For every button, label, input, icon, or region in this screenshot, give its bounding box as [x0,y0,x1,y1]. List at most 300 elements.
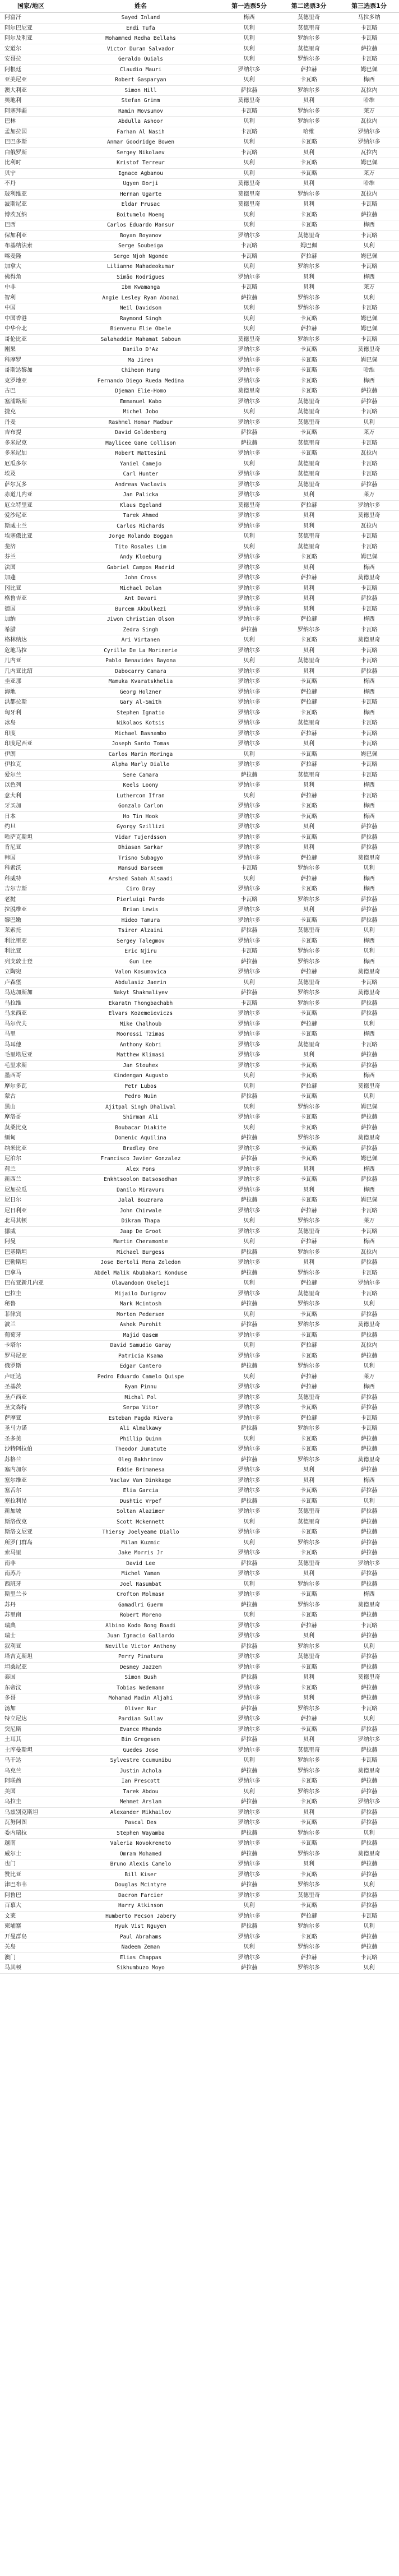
header-row [0,0,399,13]
cell-first-vote: 贝利 [220,977,279,988]
table-row [0,625,399,635]
cell-third-vote: 萨拉赫 [339,1807,399,1818]
table-row [0,1807,399,1818]
cell-third-vote: 梅西 [339,272,399,283]
cell-third-vote: 卡瓦略 [339,718,399,729]
cell-second-vote: 卡瓦略 [279,1590,339,1600]
table-row [0,1206,399,1216]
cell-third-vote: 贝利 [339,1092,399,1102]
table-row [0,1600,399,1610]
table-row [0,366,399,376]
cell-second-vote: 卡瓦略 [279,915,339,926]
table-row [0,262,399,273]
cell-third-vote: 梅西 [339,1382,399,1393]
cell-name: Moorossi Tzimas [62,1030,220,1040]
cell-country: 安哥拉 [0,54,62,65]
cell-first-vote: 罗纳尔多 [220,583,279,594]
table-row [0,947,399,957]
cell-first-vote: 罗纳尔多 [220,552,279,563]
cell-country: 多米尼克 [0,438,62,449]
cell-third-vote: 瓦拉内 [339,1341,399,1351]
cell-third-vote: 罗纳尔多 [339,1797,399,1808]
cell-country: 安道尔 [0,44,62,54]
cell-country: 印度 [0,728,62,739]
cell-name: Matthew Klimasi [62,1050,220,1061]
cell-first-vote: 罗纳尔多 [220,832,279,843]
cell-country: 中华台北 [0,324,62,335]
table-row [0,677,399,687]
cell-first-vote: 贝利 [220,1216,279,1227]
cell-country: 所罗门群岛 [0,1538,62,1548]
cell-first-vote: 罗纳尔多 [220,1143,279,1154]
cell-name: Ho Tin Hook [62,811,220,822]
cell-country: 土库曼斯坦 [0,1745,62,1756]
cell-third-vote: 卡瓦略 [339,1911,399,1922]
cell-first-vote: 萨拉赫 [220,1735,279,1746]
cell-second-vote: 莫德里奇 [279,977,339,988]
cell-second-vote: 贝利 [279,1050,339,1061]
cell-third-vote: 梅西 [339,781,399,791]
cell-second-vote: 卡瓦略 [279,1527,339,1538]
cell-third-vote: 贝利 [339,417,399,428]
cell-country: 埃塞俄比亚 [0,532,62,542]
cell-country: 利比亚 [0,947,62,957]
table-row [0,791,399,801]
cell-second-vote: 萨拉赫 [279,615,339,625]
cell-country: 匈牙利 [0,708,62,718]
cell-name: Boitumelo Moeng [62,210,220,220]
cell-name: Domenic Aquilina [62,1133,220,1144]
cell-name: Carlos Richards [62,521,220,532]
cell-third-vote: 萨拉赫 [339,386,399,397]
cell-first-vote: 贝利 [220,75,279,86]
table-row [0,1164,399,1175]
cell-first-vote: 贝利 [220,54,279,65]
cell-first-vote: 贝利 [220,532,279,542]
cell-second-vote: 莫德里奇 [279,1517,339,1527]
cell-country: 叙利亚 [0,1641,62,1652]
cell-name: Perry Pinatura [62,1652,220,1663]
cell-name: Phillip Quinn [62,1434,220,1444]
cell-first-vote: 贝利 [220,1610,279,1621]
cell-first-vote: 贝利 [220,1579,279,1590]
cell-first-vote: 萨拉赫 [220,1496,279,1507]
cell-third-vote: 萨拉赫 [339,1610,399,1621]
cell-name: Brian Lewis [62,905,220,916]
table-row [0,1797,399,1808]
cell-first-vote: 罗纳尔多 [220,728,279,739]
cell-country: 拉脱维亚 [0,905,62,916]
cell-third-vote: 萨拉赫 [339,1507,399,1517]
cell-country: 巴布亚新几内亚 [0,1278,62,1289]
cell-third-vote: 姆巴佩 [339,324,399,335]
cell-third-vote: 卡瓦略 [339,542,399,552]
cell-name: Michael Dolan [62,583,220,594]
table-row [0,760,399,770]
cell-first-vote: 萨拉赫 [220,1268,279,1278]
cell-third-vote: 萨拉赫 [339,1309,399,1320]
table-row [0,1538,399,1548]
cell-second-vote: 卡瓦略 [279,1548,339,1559]
cell-country: 乌克兰 [0,1766,62,1776]
cell-second-vote: 贝利 [279,283,339,293]
cell-country: 蒙古 [0,1092,62,1102]
table-row [0,1745,399,1756]
cell-first-vote: 罗纳尔多 [220,739,279,750]
cell-second-vote: 莫德里奇 [279,469,339,480]
cell-third-vote: 卡瓦略 [339,698,399,708]
cell-name: David Samudio Garay [62,1341,220,1351]
cell-country: 赤道几内亚 [0,490,62,501]
table-row [0,1195,399,1206]
cell-country: 苏格兰 [0,1455,62,1465]
cell-name: Bienvenu Elie Obele [62,324,220,335]
cell-name: Alpha Marly Diallo [62,760,220,770]
cell-second-vote: 卡瓦略 [279,1932,339,1942]
cell-name: Chiheon Hung [62,366,220,376]
cell-third-vote: 哈维 [339,96,399,107]
cell-country: 约旦 [0,822,62,833]
cell-second-vote: 莫德里奇 [279,44,339,54]
cell-country: 喀麦隆 [0,251,62,262]
cell-first-vote: 罗纳尔多 [220,1569,279,1580]
cell-name: Sayed Inland [62,13,220,24]
cell-country: 圣马力诺 [0,1424,62,1434]
cell-name: Ryan Pinnu [62,1382,220,1393]
cell-country: 希腊 [0,625,62,635]
cell-country: 马其顿 [0,1963,62,1974]
cell-name: Bin Gregesen [62,1735,220,1746]
cell-name: Desmey Jazzem [62,1662,220,1673]
cell-first-vote: 罗纳尔多 [220,64,279,75]
cell-country: 沙特阿拉伯 [0,1444,62,1455]
cell-third-vote: 萨拉赫 [339,905,399,916]
table-row [0,698,399,708]
cell-second-vote: 莫德里奇 [279,23,339,34]
cell-second-vote: 贝利 [279,781,339,791]
cell-third-vote: 卡瓦略 [339,23,399,34]
cell-third-vote: 萨拉赫 [339,1631,399,1642]
cell-country: 莱索托 [0,926,62,936]
cell-second-vote: 贝利 [279,179,339,190]
cell-third-vote: 萨拉赫 [339,915,399,926]
table-row [0,13,399,24]
cell-third-vote: 萨拉赫 [339,1693,399,1704]
cell-name: Joel Rasumbat [62,1579,220,1590]
cell-third-vote: 贝利 [339,1299,399,1310]
cell-country: 摩尔多瓦 [0,1081,62,1092]
cell-name: Scott Mckennett [62,1517,220,1527]
cell-second-vote: 贝利 [279,490,339,501]
cell-second-vote: 罗纳尔多 [279,1538,339,1548]
cell-country: 利比里亚 [0,936,62,947]
cell-second-vote: 罗纳尔多 [279,54,339,65]
cell-country: 冈比亚 [0,583,62,594]
table-row [0,1579,399,1590]
cell-second-vote: 卡瓦略 [279,1092,339,1102]
cell-country: 圣卢西亚 [0,1392,62,1403]
cell-second-vote: 贝利 [279,1185,339,1195]
cell-country: 马来西亚 [0,1009,62,1019]
cell-country: 肯尼亚 [0,843,62,853]
cell-name: Mohammed Redha Bellahs [62,34,220,44]
cell-country: 巴林 [0,117,62,127]
cell-country: 南苏丹 [0,1569,62,1580]
cell-third-vote: 瓦拉内 [339,189,399,200]
cell-first-vote: 萨拉赫 [220,1766,279,1776]
cell-name: Joseph Santo Tomas [62,739,220,750]
table-row [0,459,399,469]
cell-name: Fernando Diego Rueda Medina [62,376,220,386]
cell-name: Anthony Kobri [62,1040,220,1050]
table-row [0,324,399,335]
cell-country: 也门 [0,1859,62,1870]
cell-first-vote: 贝利 [220,1278,279,1289]
cell-first-vote: 罗纳尔多 [220,562,279,573]
cell-first-vote: 莫德里奇 [220,96,279,107]
cell-third-vote: 瓦拉内 [339,521,399,532]
table-row [0,666,399,677]
cell-third-vote: 萨拉赫 [339,1060,399,1071]
cell-country: 乌拉圭 [0,1797,62,1808]
cell-second-vote: 罗纳尔多 [279,1424,339,1434]
cell-name: Pierluigi Pardo [62,894,220,905]
cell-third-vote: 姆巴佩 [339,251,399,262]
table-row [0,1932,399,1942]
cell-third-vote: 梅西 [339,220,399,231]
cell-third-vote: 哈维 [339,366,399,376]
cell-third-vote: 萨拉赫 [339,594,399,604]
cell-name: David Lee [62,1558,220,1569]
cell-first-vote: 罗纳尔多 [220,345,279,356]
table-row [0,1050,399,1061]
cell-name: Sene Camara [62,770,220,781]
cell-country: 东帝汶 [0,1683,62,1693]
cell-name: Burcem Akbulkezi [62,604,220,615]
cell-second-vote: 罗纳尔多 [279,1922,339,1932]
cell-third-vote: 贝利 [339,1963,399,1974]
cell-name: Ali Almalkawy [62,1424,220,1434]
cell-first-vote: 罗纳尔多 [220,1175,279,1185]
cell-name: Pablo Benavides Bayona [62,656,220,667]
table-row [0,1558,399,1569]
table-row [0,1922,399,1932]
cell-name: Jaap De Groot [62,1226,220,1237]
table-row [0,44,399,54]
cell-name: Ma Jiren [62,355,220,366]
cell-first-vote: 卡瓦略 [220,241,279,252]
cell-name: Simão Rodrigues [62,272,220,283]
cell-second-vote: 贝利 [279,521,339,532]
cell-third-vote: 卡瓦略 [339,760,399,770]
cell-third-vote: 瓦拉内 [339,1247,399,1258]
cell-third-vote: 梅西 [339,1590,399,1600]
cell-first-vote: 贝利 [220,23,279,34]
cell-second-vote: 罗纳尔多 [279,957,339,967]
table-row [0,417,399,428]
cell-first-vote: 罗纳尔多 [220,272,279,283]
cell-first-vote: 罗纳尔多 [220,511,279,521]
cell-first-vote: 罗纳尔多 [220,594,279,604]
cell-country: 巴巴多斯 [0,137,62,148]
cell-first-vote: 萨拉赫 [220,1797,279,1808]
cell-first-vote: 萨拉赫 [220,428,279,438]
cell-name: Salahaddin Mahamat Saboun [62,334,220,345]
cell-first-vote: 贝利 [220,407,279,418]
cell-first-vote: 罗纳尔多 [220,479,279,490]
cell-country: 新西兰 [0,1175,62,1185]
cell-country: 印度尼西亚 [0,739,62,750]
cell-country: 孟加拉国 [0,127,62,137]
cell-name: Nikolaos Kotsis [62,718,220,729]
cell-first-vote: 罗纳尔多 [220,1475,279,1486]
cell-second-vote: 卡瓦略 [279,936,339,947]
cell-country: 奥地利 [0,96,62,107]
table-row [0,615,399,625]
cell-country: 哈萨克斯坦 [0,832,62,843]
cell-second-vote: 莫德里奇 [279,1289,339,1299]
cell-third-vote: 卡瓦略 [339,334,399,345]
cell-first-vote: 贝利 [220,1434,279,1444]
cell-first-vote: 罗纳尔多 [220,781,279,791]
cell-third-vote: 萨拉赫 [339,1724,399,1735]
cell-third-vote: 萨拉赫 [339,479,399,490]
cell-first-vote: 罗纳尔多 [220,1652,279,1663]
cell-second-vote: 卡瓦略 [279,1610,339,1621]
cell-third-vote: 贝利 [339,293,399,303]
cell-country: 塞内加尔 [0,1465,62,1476]
cell-country: 牙买加 [0,801,62,812]
cell-third-vote: 贝利 [339,864,399,874]
cell-second-vote: 卡瓦略 [279,1112,339,1123]
cell-name: Neville Victor Anthony [62,1641,220,1652]
cell-first-vote: 罗纳尔多 [220,801,279,812]
cell-first-vote: 贝利 [220,303,279,314]
cell-country: 毛里求斯 [0,1060,62,1071]
cell-second-vote: 萨拉赫 [279,573,339,584]
cell-third-vote: 瓦拉内 [339,85,399,96]
cell-country: 巴勒斯坦 [0,1258,62,1268]
table-row [0,905,399,916]
cell-country: 塞舌尔 [0,1486,62,1497]
cell-third-vote: 卡瓦略 [339,583,399,594]
cell-country: 卢旺达 [0,1372,62,1382]
cell-second-vote: 莫德里奇 [279,1652,339,1663]
cell-country: 捷克 [0,407,62,418]
cell-name: Georg Holzner [62,687,220,698]
cell-first-vote: 罗纳尔多 [220,1040,279,1050]
cell-country: 爱尔兰 [0,770,62,781]
cell-second-vote: 贝利 [279,1475,339,1486]
cell-country: 马达加斯加 [0,988,62,999]
cell-first-vote: 贝利 [220,210,279,220]
cell-first-vote: 罗纳尔多 [220,1258,279,1268]
cell-first-vote: 罗纳尔多 [220,884,279,895]
cell-first-vote: 萨拉赫 [220,1320,279,1331]
cell-name: Gamadlri Guerm [62,1600,220,1610]
table-row [0,874,399,884]
cell-first-vote: 贝利 [220,44,279,54]
cell-second-vote: 罗纳尔多 [279,1963,339,1974]
cell-name: Hernan Ugarte [62,189,220,200]
cell-second-vote: 萨拉赫 [279,1382,339,1393]
cell-third-vote: 马拉多纳 [339,13,399,24]
cell-third-vote: 莫德里奇 [339,1673,399,1683]
cell-first-vote: 罗纳尔多 [220,1030,279,1040]
cell-country: 赞比亚 [0,1869,62,1880]
cell-second-vote: 卡瓦略 [279,449,339,459]
cell-name: Angie Lesley Ryan Abonai [62,293,220,303]
cell-second-vote: 莫德里奇 [279,1226,339,1237]
table-row [0,303,399,314]
cell-third-vote: 卡瓦略 [339,1289,399,1299]
cell-first-vote: 萨拉赫 [220,1195,279,1206]
cell-first-vote: 贝利 [220,542,279,552]
table-row [0,396,399,407]
cell-second-vote: 罗纳尔多 [279,864,339,874]
cell-name: Michal Pol [62,1392,220,1403]
table-row [0,853,399,864]
cell-country: 圣文森特 [0,1403,62,1414]
cell-country: 缅甸 [0,1133,62,1144]
cell-country: 土耳其 [0,1735,62,1746]
cell-first-vote: 贝利 [220,749,279,760]
cell-first-vote: 罗纳尔多 [220,936,279,947]
cell-name: Boyan Boyanov [62,230,220,241]
table-row [0,1952,399,1963]
cell-country: 多哥 [0,1693,62,1704]
cell-first-vote: 罗纳尔多 [220,1890,279,1901]
cell-second-vote: 贝利 [279,562,339,573]
cell-name: Ignace Agbanou [62,168,220,179]
table-row [0,1060,399,1071]
table-row [0,1258,399,1268]
cell-first-vote: 贝利 [220,34,279,44]
cell-country: 巴拉圭 [0,1289,62,1299]
cell-country: 巴基斯坦 [0,1247,62,1258]
cell-country: 坦桑尼亚 [0,1662,62,1673]
table-row [0,1133,399,1144]
cell-second-vote: 莫德里奇 [279,459,339,469]
cell-name: Esteban Pagda Rivera [62,1413,220,1424]
cell-name: Alex Pons [62,1164,220,1175]
cell-first-vote: 罗纳尔多 [220,1289,279,1299]
cell-third-vote: 卡瓦略 [339,303,399,314]
cell-country: 厄瓜多尔 [0,459,62,469]
cell-second-vote: 卡瓦略 [279,313,339,324]
cell-first-vote: 罗纳尔多 [220,1403,279,1414]
table-row [0,64,399,75]
table-row [0,1455,399,1465]
cell-third-vote: 莫德里奇 [339,635,399,646]
cell-name: Arshed Sabah Alsaadi [62,874,220,884]
cell-second-vote: 卡瓦略 [279,366,339,376]
cell-first-vote: 罗纳尔多 [220,449,279,459]
cell-country: 塞浦路斯 [0,396,62,407]
cell-name: Valon Kosumovica [62,967,220,978]
cell-third-vote: 卡瓦略 [339,1952,399,1963]
cell-first-vote: 贝利 [220,117,279,127]
cell-second-vote: 罗纳尔多 [279,625,339,635]
cell-name: Tito Rosales Lim [62,542,220,552]
cell-third-vote: 瓦拉内 [339,117,399,127]
cell-name: Danilo Miravuru [62,1185,220,1195]
cell-name: Simon Bush [62,1673,220,1683]
cell-country: 萨摩亚 [0,1413,62,1424]
cell-first-vote: 罗纳尔多 [220,1413,279,1424]
cell-name: Thiersy Joelyeame Diallo [62,1527,220,1538]
cell-third-vote: 萨拉赫 [339,1818,399,1829]
